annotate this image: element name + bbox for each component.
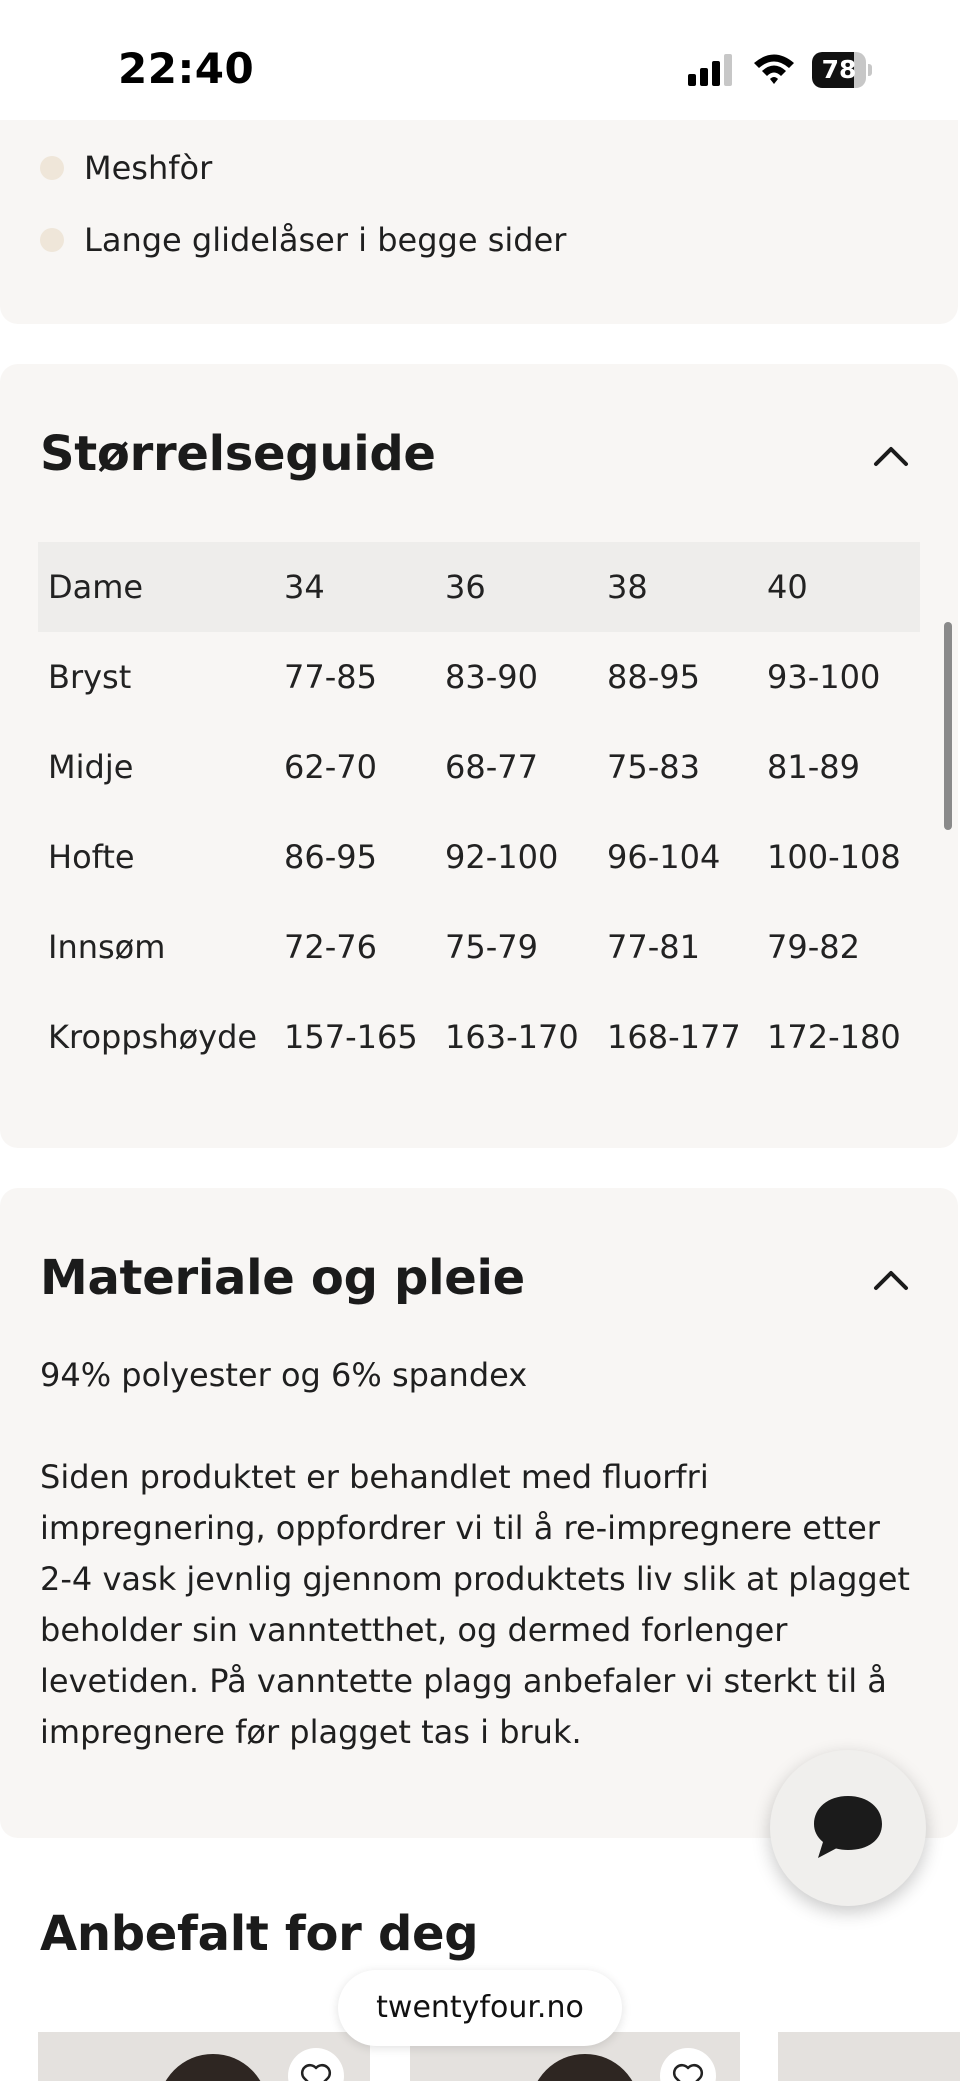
material-composition: 94% polyester og 6% spandex: [40, 1356, 528, 1394]
table-cell: 77-81: [607, 928, 700, 966]
heart-icon: [300, 2062, 332, 2081]
table-cell: 68-77: [445, 748, 538, 786]
product-image: [530, 2054, 640, 2081]
header-cell: 40: [767, 568, 808, 606]
table-cell: 62-70: [284, 748, 377, 786]
chevron-up-icon[interactable]: [866, 1260, 916, 1300]
table-cell: 88-95: [607, 658, 700, 696]
table-cell: 96-104: [607, 838, 721, 876]
table-row: [38, 992, 920, 1082]
header-cell: 38: [607, 568, 648, 606]
table-row: [38, 722, 920, 812]
table-cell: 81-89: [767, 748, 860, 786]
table-cell: 86-95: [284, 838, 377, 876]
row-label: Midje: [48, 748, 134, 786]
features-card: [0, 120, 958, 324]
size-guide-card: [0, 364, 958, 1148]
table-row: [38, 902, 920, 992]
size-guide-title[interactable]: Størrelseguide: [40, 426, 436, 482]
header-cell: Dame: [48, 568, 144, 606]
row-label: Bryst: [48, 658, 132, 696]
product-card[interactable]: [38, 2032, 370, 2081]
size-table: [38, 542, 920, 1082]
bullet-icon: [40, 156, 64, 180]
header-cell: 36: [445, 568, 486, 606]
table-cell: 172-180: [767, 1018, 901, 1056]
care-instructions: Siden produktet er behandlet med fluorfri impregnering, oppfordrer vi til å re-impregnere etter 2-4 vask jevnlig gjennom produktets liv slik at plagget beholder sin vanntetthet, og dermed forlenger levetiden. På vanntette plagg anbefaler vi sterkt til å impregnere før plagget tas i bruk.: [40, 1458, 910, 1751]
table-cell: 75-79: [445, 928, 538, 966]
row-label: Hofte: [48, 838, 135, 876]
table-row: [38, 812, 920, 902]
table-cell: 72-76: [284, 928, 377, 966]
feature-item: [40, 144, 212, 192]
size-table-header: [38, 542, 920, 632]
table-cell: 157-165: [284, 1018, 418, 1056]
signal-icon: [688, 54, 736, 86]
product-image: [158, 2054, 268, 2081]
table-cell: 77-85: [284, 658, 377, 696]
material-care-card: [0, 1188, 958, 1838]
row-label: Innsøm: [48, 928, 166, 966]
table-row: [38, 632, 920, 722]
table-cell: 79-82: [767, 928, 860, 966]
feature-text: Meshfòr: [84, 149, 213, 187]
material-care-title[interactable]: Materiale og pleie: [40, 1250, 525, 1306]
favorite-button[interactable]: [660, 2048, 716, 2081]
product-card[interactable]: [778, 2032, 960, 2081]
url-bar[interactable]: twentyfour.no: [338, 1970, 622, 2046]
table-cell: 92-100: [445, 838, 559, 876]
battery-level: 78: [821, 55, 857, 84]
header-cell: 34: [284, 568, 325, 606]
battery-icon: [812, 52, 872, 88]
table-cell: 168-177: [607, 1018, 741, 1056]
feature-text: Lange glidelåser i begge sider: [84, 221, 567, 259]
recommended-title: Anbefalt for deg: [40, 1906, 479, 1962]
table-cell: 75-83: [607, 748, 700, 786]
scrollbar[interactable]: [944, 622, 952, 830]
table-cell: 93-100: [767, 658, 881, 696]
chat-button[interactable]: [770, 1750, 926, 1906]
heart-icon: [672, 2062, 704, 2081]
chevron-up-icon[interactable]: [866, 436, 916, 476]
status-time: 22:40: [118, 44, 255, 93]
bullet-icon: [40, 228, 64, 252]
favorite-button[interactable]: [288, 2048, 344, 2081]
wifi-icon: [752, 52, 796, 86]
table-cell: 163-170: [445, 1018, 579, 1056]
feature-item: [40, 216, 566, 264]
table-cell: 100-108: [767, 838, 901, 876]
row-label: Kroppshøyde: [48, 1018, 258, 1056]
table-cell: 83-90: [445, 658, 538, 696]
chat-bubble-icon: [810, 1792, 886, 1862]
